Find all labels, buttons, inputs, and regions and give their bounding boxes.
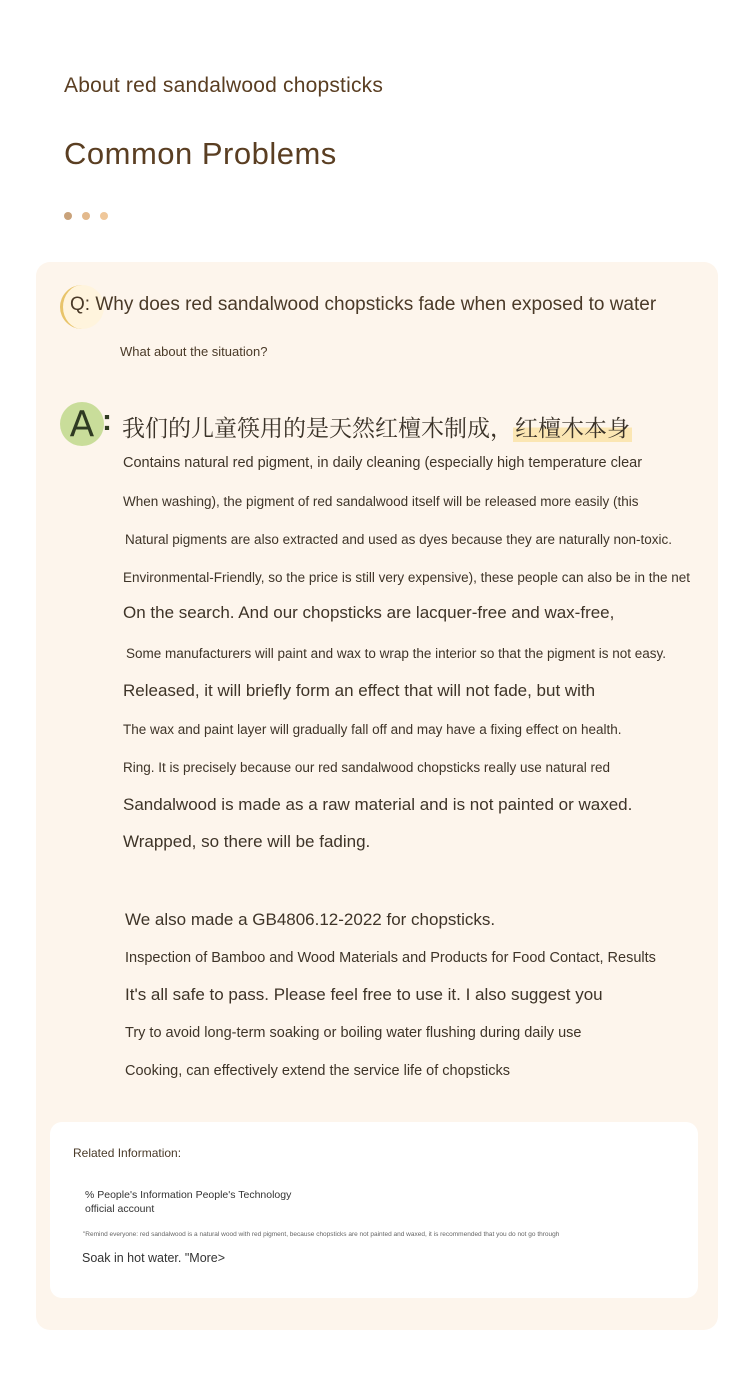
answer-line: Released, it will briefly form an effect that will not fade, but with: [123, 681, 596, 700]
related-source: % People's Information People's Technology: [85, 1189, 292, 1201]
answer-chinese-text: 我们的儿童筷用的是天然红檀木制成，: [122, 416, 513, 442]
answer-line: It's all safe to pass. Please feel free to use it. I also suggest you: [125, 985, 603, 1004]
answer-chinese-highlight: 红檀木本身: [515, 416, 630, 442]
answer-line: On the search. And our chopsticks are lacquer-free and wax-free,: [123, 603, 615, 622]
dot-3: [100, 212, 108, 220]
answer-chinese-line: [122, 410, 632, 443]
question-line-2: What about the situation?: [120, 344, 268, 359]
related-source-account: official account: [85, 1203, 155, 1215]
answer-line: The wax and paint layer will gradually fall off and may have a fixing effect on health.: [123, 722, 622, 737]
question-label: Q:: [70, 294, 91, 315]
answer-line: Cooking, can effectively extend the service life of chopsticks: [125, 1063, 510, 1079]
answer-line: Sandalwood is made as a raw material and is not painted or waxed.: [123, 795, 633, 814]
related-info-title: Related Information:: [73, 1146, 182, 1160]
answer-line: Natural pigments are also extracted and used as dyes because they are naturally non-toxic.: [125, 532, 673, 547]
related-note: "Remind everyone: red sandalwood is a natural wood with red pigment, because chopsticks are not painted and waxed, it is recommended that you do not go through: [83, 1231, 560, 1238]
related-more-link[interactable]: Soak in hot water. "More>: [82, 1251, 226, 1265]
answer-line: Inspection of Bamboo and Wood Materials and Products for Food Contact, Results: [125, 950, 656, 966]
answer-label: A: [69, 403, 95, 445]
answer-line: We also made a GB4806.12-2022 for chopsticks.: [125, 910, 496, 929]
answer-line: Environmental-Friendly, so the price is still very expensive), these people can also be in the net: [123, 570, 691, 585]
answer-line: Some manufacturers will paint and wax to wrap the interior so that the pigment is not easy.: [126, 646, 667, 661]
answer-line: Wrapped, so there will be fading.: [123, 832, 371, 851]
page-title: Common Problems: [64, 136, 337, 171]
question-text: [70, 294, 656, 316]
answer-badge-icon: [60, 402, 104, 446]
decorative-dots: [64, 212, 108, 220]
question-line-1: Why does red sandalwood chopsticks fade when exposed to water: [95, 294, 657, 315]
answer-line: Contains natural red pigment, in daily cleaning (especially high temperature clear: [123, 455, 643, 471]
answer-line: Try to avoid long-term soaking or boiling water flushing during daily use: [125, 1025, 582, 1041]
dot-1: [64, 212, 72, 220]
answer-colon: :: [102, 404, 112, 437]
dot-2: [82, 212, 90, 220]
header-subtitle: About red sandalwood chopsticks: [64, 74, 384, 97]
answer-line: Ring. It is precisely because our red sandalwood chopsticks really use natural red: [123, 760, 611, 775]
answer-line: When washing), the pigment of red sandalwood itself will be released more easily (this: [123, 494, 639, 509]
